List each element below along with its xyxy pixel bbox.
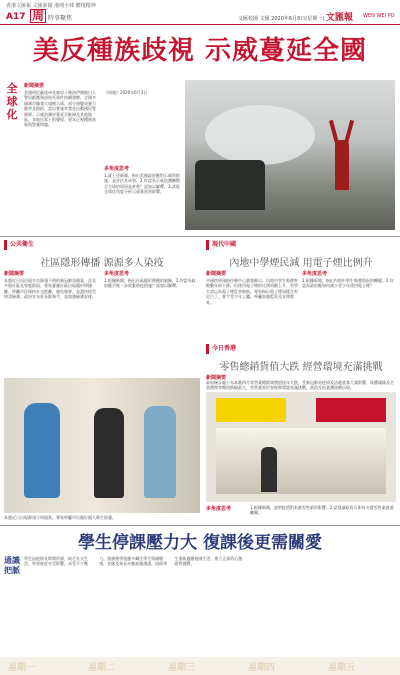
main-story-label: 新聞摘要 [24, 83, 45, 89]
shop-sign-yellow [216, 398, 286, 422]
main-thinking-label: 多角度思考 [104, 166, 130, 172]
modern-china-subhead: 內地中學煙民減 用電子煙比例升 [229, 258, 373, 269]
protest-photo [185, 80, 395, 230]
shop-interior [216, 428, 386, 494]
health-photo-caption: 本港近日出現源頭不明個案，專家呼籲市民做好個人衞生防護。 [4, 515, 116, 520]
weekday-footer [0, 657, 400, 675]
footer-day-2: 星期二 [88, 663, 116, 673]
hk-today-bar: 今日香港 [206, 344, 400, 354]
shop-sign-red [316, 398, 386, 422]
page-number: A17 [6, 12, 26, 22]
modern-china-thinking: 多角度思考 [302, 271, 328, 277]
retail-shop-photo [206, 392, 396, 502]
public-health-bar: 公共衛生 [4, 240, 200, 250]
bottom-headline: 學生停課壓力大 復課後更需關愛 [78, 533, 322, 553]
divider-1 [0, 236, 400, 237]
footer-day-4: 星期四 [248, 663, 276, 673]
shopper-figure [261, 447, 277, 492]
modern-china-bar: 現代中國 [206, 240, 400, 250]
paper-logo-en: WEN WEI PO [363, 13, 395, 19]
footer-day-5: 星期五 [328, 663, 356, 673]
health-worker-photo [4, 378, 200, 513]
modern-china-questions: 1.根據新聞，指出內地中學生吸煙情況的轉變。2.你認為政府應如何減少青少年使用電子煙？ [302, 278, 394, 289]
public-health-label: 新聞摘要 [4, 271, 25, 277]
hk-today-body: 政府統計處公布本港四月零售業總銷貨價值按年大跌，受新冠肺炎疫情及訪港旅客大減影響，珠寶鐘錶及名貴禮物等類別跌幅最大，零售業界形容經營環境充滿挑戰，裁員及結業潮陸續出現。 [206, 380, 394, 390]
side-tag: 全球化 [6, 82, 18, 121]
tear-gas-smoke [205, 105, 315, 165]
main-story-source: 《明報》2020年6月3日 [104, 90, 148, 95]
protester-figure [335, 140, 349, 190]
bottom-side-tag: 通識把脈 [4, 556, 20, 575]
public-health-subhead: 社區隱形傳播 源源多人染疫 [40, 258, 164, 269]
bottom-body: 學生因疫情長時間停課，缺乏社交生活，學習進度亦受影響，承受不少壓力。復課後學校應多關注學生情緒健康，老師及家長亦應加強溝通，協助學生重新適應校園生活，建立正面的心態面對挑戰。 [24, 556, 243, 567]
hk-today-label: 新聞摘要 [206, 375, 227, 381]
hk-today-thinking: 多角度思考 [206, 506, 232, 512]
main-questions: 1.就上述新聞，指出美國政府應對示威的措施，並評估其成效。2.你認為示威浪潮擴散至全球的原因是甚麼？試加以解釋。3.試從全球化角度分析示威蔓延的影響。 [104, 173, 180, 195]
citizen-figure [94, 408, 124, 498]
main-story-body: 美國明尼蘇達州非裔男子佛洛伊德被白人警員跪壓頸部致死事件持續發酵，全國多個城市爆發大規模示威，部分演變成暴力衝突及搶掠，當局實施宵禁並出動國民警衛隊。示威浪潮更蔓延至歐洲及其他地區，各地民眾上街聲援，要求正視種族歧視與警暴問題。 [24, 90, 96, 128]
public-health-thinking: 多角度思考 [104, 271, 130, 277]
modern-china-body: 中國疾病預防控制中心調查顯示，內地中學生吸煙率較數年前下降，但使用電子煙的比例明顯上升，有學生誤以為電子煙危害較低。專家指出電子煙同樣含有尼古丁，會令青少年上癮，呼籲加強監管及宣傳教育。 [206, 278, 298, 305]
footer-day-3: 星期三 [168, 663, 196, 673]
paper-logo: 文匯報 [326, 13, 354, 23]
masthead [0, 0, 400, 24]
modern-china-label: 新聞摘要 [206, 271, 227, 277]
worker-in-protective-gear [24, 403, 60, 498]
section-icon: 周 [32, 9, 45, 23]
edition-info: 文匯校園 文匯 2020年6月8日(星期一) [238, 16, 325, 22]
hk-today-questions: 1.根據新聞，說明疫情對本港零售業的影響。2.試建議政府可如何支援零售業渡過難關。 [250, 505, 394, 516]
public-health-body: 本港近日再出現多宗源頭不明的新冠肺炎個案，涉及多個社區及家庭群組，專家憂慮社區出現隱形傳播鏈，呼籲市民保持社交距離，避免聚會，並盡快接受病毒檢測。政府宣布延長限聚令，並加強檢測安排。 [4, 278, 96, 300]
divider-2 [0, 525, 400, 526]
masthead-rule [0, 24, 400, 25]
main-headline: 美反種族歧視 示威蔓延全國 [32, 36, 368, 66]
hk-today-subhead: 零售總銷貨值大跌 經營環境充滿挑戰 [219, 362, 383, 373]
footer-day-1: 星期一 [8, 663, 36, 673]
public-health-questions: 1.根據新聞，指出社區隱形傳播的風險。2.你認為政府應否進一步收緊防疫措施？試加以解釋。 [104, 278, 196, 289]
staff-figure [144, 406, 176, 498]
section-name: 時事聚焦 [48, 15, 73, 22]
masthead-slogan: 香港文匯報 文匯新聞 港聞全球 體現精神 [6, 3, 96, 9]
police-line [195, 160, 265, 210]
